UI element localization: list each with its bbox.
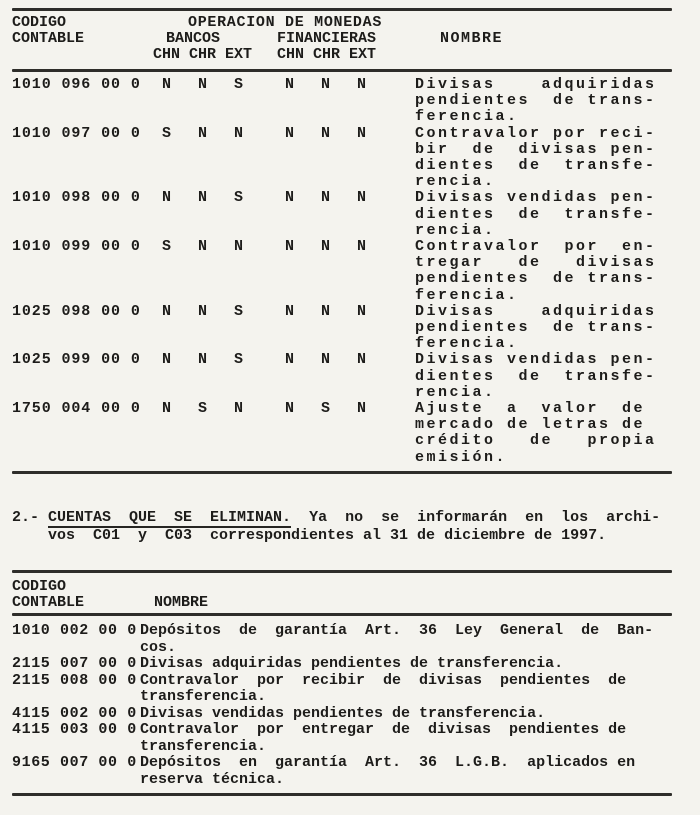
- row-nombre-line: dientes de transfe-: [415, 367, 657, 385]
- row-nombre-line: cos.: [140, 638, 177, 656]
- table2-bottom-rule: [12, 793, 672, 796]
- row-nombre-line: Depósitos en garantía Art. 36 L.G.B. aplicados en: [140, 754, 636, 771]
- table1-row: [0, 401, 700, 466]
- row-flags-financieras: N N N: [285, 124, 367, 142]
- table2-header-contable: CONTABLE: [12, 594, 85, 611]
- table1-header-chn-chr-ext-bancos: CHN CHR EXT: [153, 46, 253, 63]
- row-flags-bancos: S N N: [162, 124, 244, 142]
- table2-row: [0, 706, 700, 723]
- row-nombre-line: Divisas adquiridas: [415, 302, 657, 320]
- row-flags-bancos: S N N: [162, 238, 244, 256]
- row-nombre-line: Divisas vendidas pendientes de transferencia.: [140, 704, 546, 722]
- section2-line1: [12, 509, 660, 527]
- row-flags-bancos: N N S: [162, 351, 244, 369]
- table1-row: [0, 190, 700, 239]
- row-nombre-line: crédito de propia: [415, 432, 657, 450]
- row-codigo-contable: 1010 002 00 0: [12, 622, 137, 639]
- row-nombre: [415, 190, 700, 239]
- row-nombre-line: mercado de letras de: [415, 416, 646, 434]
- row-codigo-contable: 1010 099 00 0: [12, 238, 141, 256]
- table1-row: [0, 352, 700, 401]
- table1-row: [0, 239, 700, 304]
- table1-header-financieras: FINANCIERAS: [277, 30, 377, 47]
- table2-header-rule: [12, 613, 672, 616]
- row-nombre-line: dientes de transfe-: [415, 205, 657, 223]
- table1-row: [0, 77, 700, 126]
- row-codigo-contable: 9165 007 00 0: [12, 754, 137, 771]
- table2-header-codigo: CODIGO: [12, 578, 67, 595]
- section2-underlined-title: CUENTAS QUE SE ELIMINAN.: [48, 509, 292, 526]
- row-codigo-contable: 4115 003 00 0: [12, 721, 137, 738]
- row-nombre-line: emisión.: [415, 448, 508, 466]
- row-nombre-line: transferencia.: [140, 688, 267, 705]
- row-flags-financieras: N N N: [285, 76, 367, 93]
- table1-header-operacion-de-monedas: OPERACION DE MONEDAS: [188, 14, 383, 31]
- row-nombre-line: ferencia.: [415, 108, 519, 126]
- row-nombre-line: tregar de divisas: [415, 254, 657, 272]
- row-flags-bancos: N N S: [162, 302, 244, 320]
- row-nombre: [140, 706, 700, 723]
- row-nombre-line: Contravalor por entregar de divisas pendientes de: [140, 721, 627, 738]
- row-flags-financieras: N N N: [285, 351, 367, 369]
- row-nombre-line: dientes de transfe-: [415, 157, 657, 175]
- table2-row: [0, 623, 700, 656]
- row-codigo-contable: 2115 007 00 0: [12, 655, 137, 672]
- table2-row: [0, 673, 700, 706]
- row-nombre: [140, 755, 700, 788]
- row-nombre: [140, 722, 700, 755]
- table1-header-bancos: BANCOS: [166, 30, 221, 47]
- table1-header-rule: [12, 69, 672, 72]
- row-nombre-line: rencia.: [415, 221, 496, 239]
- row-nombre: [140, 656, 700, 673]
- row-nombre-line: Divisas adquiridas pendientes de transferencia.: [140, 655, 564, 672]
- row-flags-financieras: N S N: [285, 400, 367, 418]
- row-nombre: [415, 352, 700, 401]
- row-nombre-line: bir de divisas pen-: [415, 140, 657, 158]
- table1-row: [0, 304, 700, 353]
- row-nombre-line: rencia.: [415, 383, 496, 401]
- row-nombre-line: pendientes de trans-: [415, 270, 657, 288]
- row-flags-financieras: N N N: [285, 238, 367, 256]
- row-nombre: [415, 126, 700, 191]
- table2-header-nombre: NOMBRE: [154, 594, 209, 611]
- row-flags-bancos: N N S: [162, 189, 244, 207]
- row-codigo-contable: 1010 098 00 0: [12, 189, 141, 207]
- table2-row: [0, 656, 700, 673]
- row-nombre-line: transferencia.: [140, 737, 267, 755]
- section2-line1-rest: Ya no se informarán en los archi-: [291, 509, 661, 526]
- row-nombre-line: Contravalor por en-: [415, 238, 657, 256]
- table1-header-codigo: CODIGO: [12, 14, 67, 31]
- row-flags-bancos: N S N: [162, 400, 244, 418]
- row-nombre-line: pendientes de trans-: [415, 92, 657, 110]
- row-nombre-line: Contravalor por reci-: [415, 124, 657, 142]
- table2-top-rule: [12, 570, 672, 573]
- row-flags-bancos: N N S: [162, 76, 244, 93]
- section2-line2: vos C01 y C03 correspondientes al 31 de diciembre de 1997.: [48, 526, 607, 544]
- section2-number: 2.-: [12, 509, 49, 526]
- table1-header-nombre: NOMBRE: [440, 30, 504, 47]
- row-codigo-contable: 4115 002 00 0: [12, 704, 137, 722]
- row-nombre: [415, 401, 700, 466]
- row-nombre-line: Divisas adquiridas: [415, 76, 657, 93]
- table1-row: [0, 126, 700, 191]
- row-nombre-line: Contravalor por recibir de divisas pendientes de: [140, 671, 627, 689]
- row-nombre: [140, 623, 700, 656]
- table1-header-contable: CONTABLE: [12, 30, 85, 47]
- row-nombre-line: reserva técnica.: [140, 770, 285, 788]
- row-codigo-contable: 1010 097 00 0: [12, 124, 141, 142]
- table2-row: [0, 755, 700, 788]
- table2-row: [0, 722, 700, 755]
- section2-paragraph: [12, 509, 660, 544]
- table1-header-chn-chr-ext-financieras: CHN CHR EXT: [277, 46, 377, 63]
- table1-bottom-rule: [12, 471, 672, 474]
- row-nombre-line: ferencia.: [415, 335, 519, 353]
- row-codigo-contable: 1025 098 00 0: [12, 302, 141, 320]
- row-nombre-line: Divisas vendidas pen-: [415, 189, 657, 207]
- row-codigo-contable: 1025 099 00 0: [12, 351, 141, 369]
- table1-body: [0, 77, 700, 466]
- row-nombre: [415, 239, 700, 304]
- row-nombre-line: pendientes de trans-: [415, 319, 657, 337]
- row-codigo-contable: 2115 008 00 0: [12, 671, 137, 689]
- row-nombre-line: Depósitos de garantía Art. 36 Ley General de Ban-: [140, 622, 654, 639]
- row-nombre-line: ferencia.: [415, 286, 519, 304]
- row-nombre: [415, 304, 700, 353]
- row-nombre: [140, 673, 700, 706]
- row-nombre-line: rencia.: [415, 173, 496, 191]
- table2-body: [0, 623, 700, 788]
- row-codigo-contable: 1750 004 00 0: [12, 400, 141, 418]
- row-flags-financieras: N N N: [285, 189, 367, 207]
- table1-top-rule: [12, 8, 672, 11]
- row-nombre-line: Ajuste a valor de: [415, 400, 646, 418]
- row-nombre-line: Divisas vendidas pen-: [415, 351, 657, 369]
- row-flags-financieras: N N N: [285, 302, 367, 320]
- row-nombre: [415, 77, 700, 126]
- row-codigo-contable: 1010 096 00 0: [12, 76, 141, 93]
